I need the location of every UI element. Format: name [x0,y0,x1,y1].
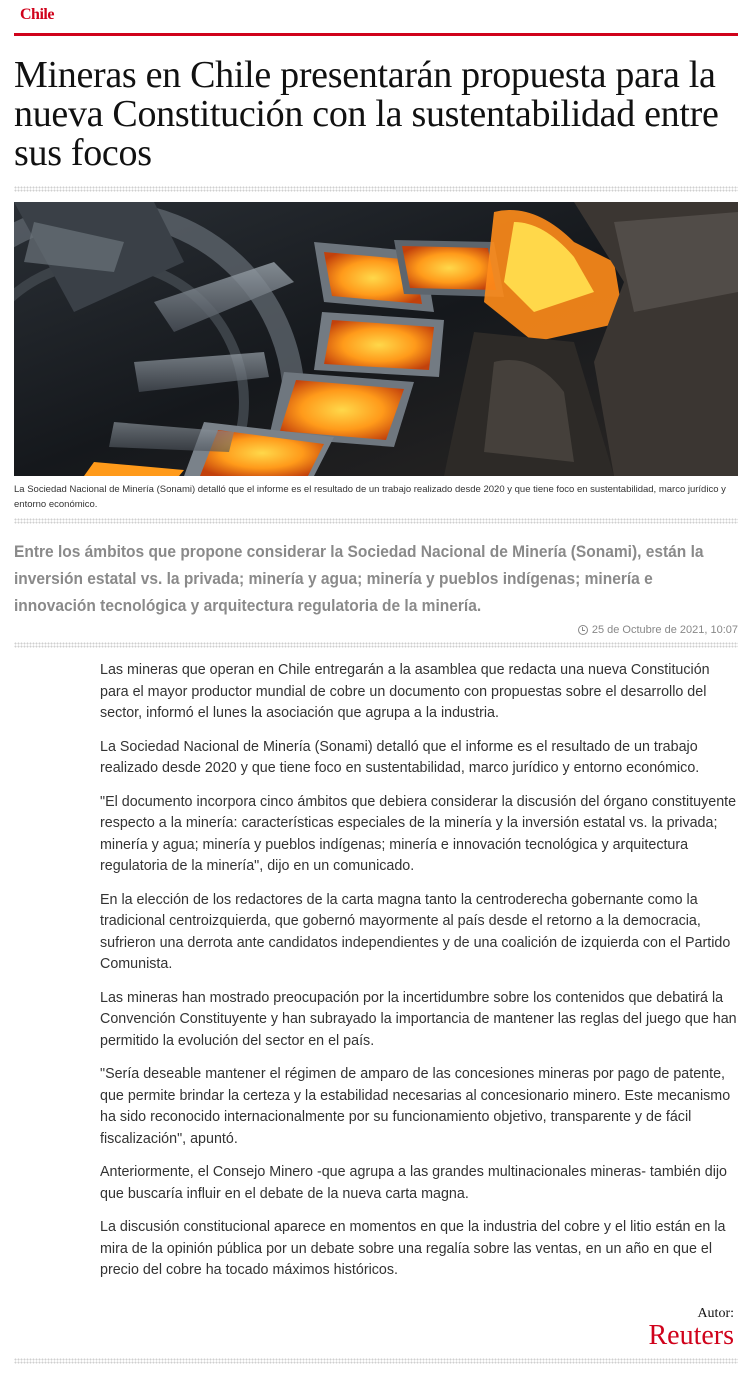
body-paragraph: "El documento incorpora cinco ámbitos que debiera considerar la discusión del órgano constituyente respecto a la minería: características especiales de la minería y la inversión estatal vs. la privada; minería y agua; minería y pueblos indígenas; minería e innovación tecnológica y arquitectura regulatoria de la minería", dijo en un comunicado. [100,793,737,874]
body-paragraph: En la elección de los redactores de la carta magna tanto la centroderecha gobernante como la tradicional centroizquierda, que gobernó mayormente al país desde el retorno a la democracia, sufrieron una derrota ante candidatos independientes y de una coalición de izquierda con el Partido Comunista. [100,891,731,972]
article-headline: Mineras en Chile presentarán propuesta para la nueva Constitución con la sustentabilidad entre sus focos [14,54,719,174]
dotted-divider [14,518,738,524]
dotted-divider [14,642,738,648]
body-paragraph: Las mineras que operan en Chile entregarán a la asamblea que redacta una nueva Constitución para el mayor productor mundial de cobre un documento con propuestas sobre el desarrollo del sector, informó el lunes la asociación que agrupa a la industria. [100,662,710,721]
body-paragraph: Las mineras han mostrado preocupación por la incertidumbre sobre los contenidos que debatirá la Convención Constituyente y han subrayado la importancia de mantener las reglas del juego que han permitido la evolución del sector en el país. [100,989,737,1049]
article-lead: Entre los ámbitos que propone considerar la Sociedad Nacional de Minería (Sonami), están la inversión estatal vs. la privada; minería y agua; minería y pueblos indígenas; minería e innovación tecnológica y arquitectura regulatoria de la minería. [14,543,704,615]
dotted-divider [14,1358,738,1364]
clock-icon [578,625,588,635]
body-paragraph: La discusión constitucional aparece en momentos en que la industria del cobre y el litio están en la mira de la opinión pública por un debate sobre una regalía sobre las ventas, en un año en que el precio del cobre ha tocado máximos históricos. [100,1219,726,1278]
body-paragraph: "Sería deseable mantener el régimen de amparo de las concesiones mineras por pago de patente, que permite brindar la certeza y la estabilidad necesarias al concesionario minero. Este mecanismo ha sido reconocido internacionalmente por su funcionamiento objetivo, transparente y de fácil fiscalización", apuntó. [100,1066,731,1147]
body-paragraph: Anteriormente, el Consejo Minero -que agrupa a las grandes multinacionales mineras- también dijo que buscaría influir en el debate de la nueva carta magna. [100,1164,728,1202]
dotted-divider [14,186,738,192]
article-body [100,660,740,1294]
section-divider [14,33,738,36]
article-dateline [578,624,738,636]
article-date: 25 de Octubre de 2021, 10:07 [591,624,738,636]
article-image [14,202,738,476]
author-label: Autor: [697,1306,734,1321]
image-caption: La Sociedad Nacional de Minería (Sonami) detalló que el informe es el resultado de un trabajo realizado desde 2020 y que tiene foco en sustentabilidad, marco jurídico y entorno económico. [14,484,726,510]
author-link[interactable]: Reuters [648,1320,734,1351]
body-paragraph: La Sociedad Nacional de Minería (Sonami) detalló que el informe es el resultado de un trabajo realizado desde 2020 y que tiene foco en sustentabilidad, marco jurídico y entorno económico. [100,738,700,776]
section-link-chile[interactable]: Chile [20,6,54,23]
